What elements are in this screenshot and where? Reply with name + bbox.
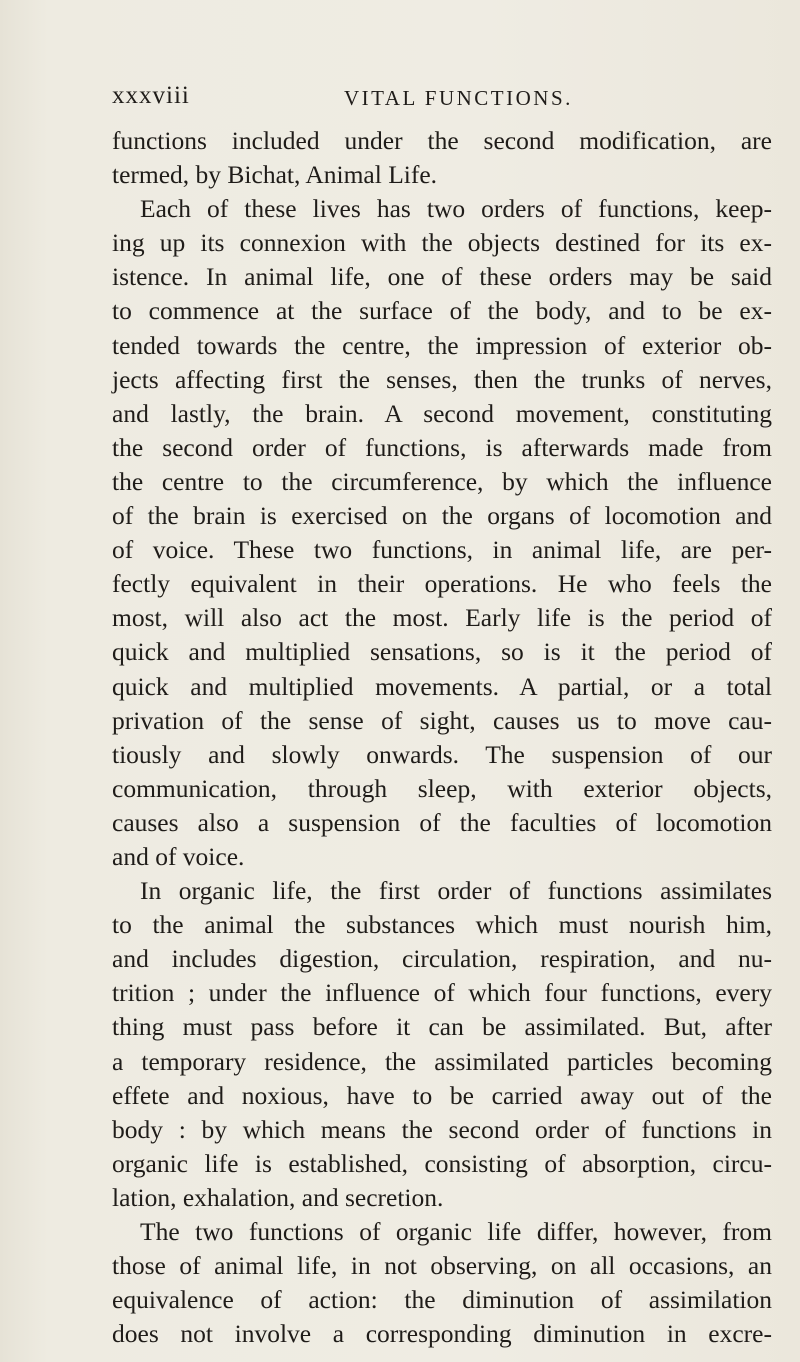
text-line: equivalence of action: the diminution of assimilation <box>112 1285 772 1315</box>
text-line: tiously and slowly onwards. The suspension of our <box>112 739 772 769</box>
text-line: The two functions of organic life differ, however, from <box>140 1217 772 1246</box>
text-line: privation of the sense of sight, causes us to move cau- <box>112 705 772 735</box>
text-line: and includes digestion, circulation, respiration, and nu- <box>112 944 772 974</box>
text-line: the second order of functions, is afterwards made from <box>112 432 772 462</box>
text-line: a temporary residence, the assimilated particles becoming <box>112 1046 772 1076</box>
page-number: xxxviii <box>112 82 190 109</box>
text-line: to the animal the substances which must nourish him, <box>112 910 772 940</box>
text-line: quick and multiplied movements. A partial, or a total <box>112 671 772 701</box>
text-line: Each of these lives has two orders of functions, keep- <box>140 194 772 224</box>
text-line: termed, by Bichat, Animal Life. <box>112 160 438 190</box>
text-line: causes also a suspension of the faculties of locomotion <box>112 807 772 837</box>
text-line: to commence at the surface of the body, and to be ex- <box>112 296 772 326</box>
text-line: those of animal life, in not observing, on all occasions, an <box>112 1251 772 1281</box>
text-line: body : by which means the second order of functions in <box>112 1114 772 1144</box>
text-line: ing up its connexion with the objects destined for its ex- <box>112 228 772 258</box>
running-head <box>112 82 772 114</box>
text-line: the centre to the circumference, by which the influence <box>112 466 772 496</box>
text-line: does not involve a corresponding diminution in excre- <box>112 1319 772 1349</box>
text-line: and lastly, the brain. A second movement, constituting <box>112 398 772 428</box>
text-line: thing must pass before it can be assimilated. But, after <box>112 1012 772 1042</box>
text-line: quick and multiplied sensations, so is it the period of <box>112 637 772 667</box>
running-title: VITAL FUNCTIONS. <box>344 86 573 110</box>
text-line: of the brain is exercised on the organs of locomotion and <box>112 501 772 531</box>
text-line: lation, exhalation, and secretion. <box>112 1182 444 1212</box>
text-line: most, will also act the most. Early life is the period of <box>112 603 772 633</box>
text-line: functions included under the second modification, are <box>112 126 772 155</box>
text-line: In organic life, the first order of functions assimilates <box>140 876 772 906</box>
text-line: organic life is established, consisting of absorption, circu- <box>112 1148 772 1178</box>
body-text <box>112 124 772 1351</box>
text-line: jects affecting first the senses, then the trunks of nerves, <box>112 364 772 394</box>
text-line: of voice. These two functions, in animal life, are per- <box>112 535 772 565</box>
text-line: trition ; under the influence of which four functions, every <box>112 978 772 1008</box>
text-line: communication, through sleep, with exterior objects, <box>112 773 772 803</box>
text-line: istence. In animal life, one of these orders may be said <box>112 262 772 292</box>
text-line: fectly equivalent in their operations. He who feels the <box>112 569 772 599</box>
text-line: tended towards the centre, the impression of exterior ob- <box>112 330 772 360</box>
text-line: and of voice. <box>112 841 245 871</box>
text-line: effete and noxious, have to be carried away out of the <box>112 1080 772 1110</box>
